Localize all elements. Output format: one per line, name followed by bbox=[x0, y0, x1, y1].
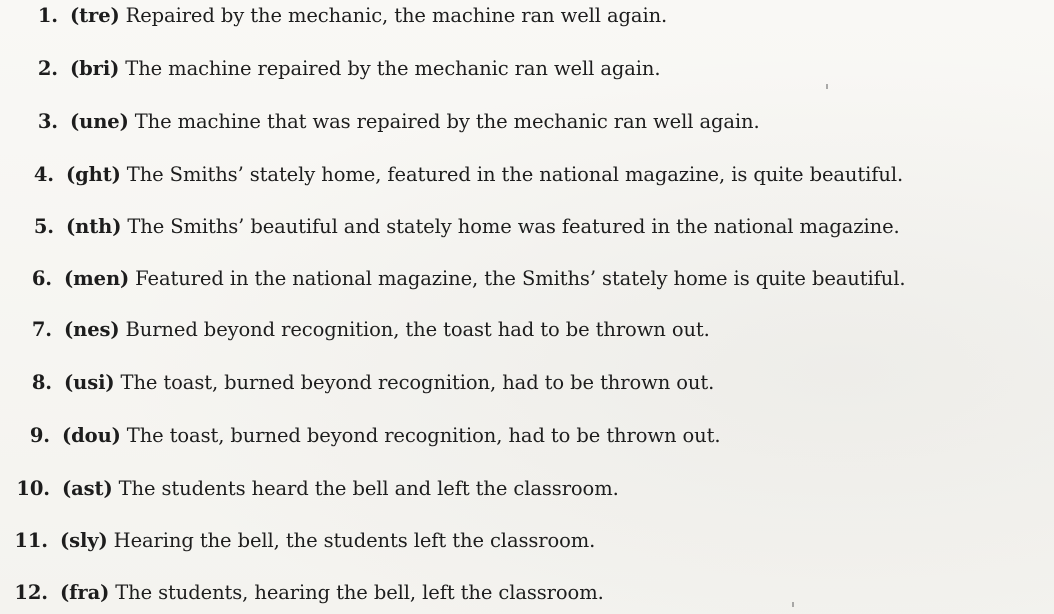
sentence-item bbox=[0, 529, 595, 553]
sentence-number: 4. bbox=[33, 163, 54, 186]
sentence-item bbox=[0, 57, 660, 81]
sentence-number: 3. bbox=[37, 110, 58, 133]
sentence-item bbox=[0, 318, 710, 342]
sentence-item bbox=[0, 477, 619, 501]
sentence-code: (usi) bbox=[64, 371, 115, 394]
sentence-number: 10. bbox=[16, 477, 50, 500]
sentence-text: The toast, burned beyond recognition, had to be thrown out. bbox=[120, 371, 715, 394]
sentence-text: The machine that was repaired by the mechanic ran well again. bbox=[134, 110, 760, 133]
sentence-number: 9. bbox=[29, 424, 50, 447]
sentence-item bbox=[0, 215, 900, 239]
sentence-number: 5. bbox=[33, 215, 54, 238]
sentence-code: (nes) bbox=[64, 318, 120, 341]
sentence-number: 12. bbox=[14, 581, 48, 604]
stray-pencil-mark bbox=[826, 84, 828, 89]
sentence-item bbox=[0, 163, 903, 187]
sentence-text: The students, hearing the bell, left the classroom. bbox=[115, 581, 604, 604]
sentence-item bbox=[0, 4, 667, 28]
sentence-text: The students heard the bell and left the classroom. bbox=[118, 477, 619, 500]
sentence-number: 1. bbox=[37, 4, 58, 27]
sentence-text: The machine repaired by the mechanic ran well again. bbox=[125, 57, 661, 80]
sentence-code: (sly) bbox=[60, 529, 108, 552]
sentence-code: (men) bbox=[64, 267, 130, 290]
sentence-text: The toast, burned beyond recognition, had to be thrown out. bbox=[126, 424, 721, 447]
sentence-number: 7. bbox=[31, 318, 52, 341]
sentence-code: (dou) bbox=[62, 424, 121, 447]
sentence-code: (tre) bbox=[70, 4, 120, 27]
sentence-code: (nth) bbox=[66, 215, 122, 238]
sentence-item bbox=[0, 371, 714, 395]
sentence-item bbox=[0, 110, 760, 134]
sentence-number: 8. bbox=[31, 371, 52, 394]
sentence-item bbox=[0, 424, 720, 448]
sentence-number: 6. bbox=[31, 267, 52, 290]
sentence-item bbox=[0, 581, 604, 605]
sentence-text: Featured in the national magazine, the Smiths’ stately home is quite beautiful. bbox=[135, 267, 906, 290]
sentence-code: (bri) bbox=[70, 57, 120, 80]
sentence-code: (fra) bbox=[60, 581, 110, 604]
sentence-code: (une) bbox=[70, 110, 129, 133]
sentence-text: Hearing the bell, the students left the classroom. bbox=[113, 529, 596, 552]
sentence-number: 2. bbox=[37, 57, 58, 80]
sentence-text: Burned beyond recognition, the toast had to be thrown out. bbox=[125, 318, 710, 341]
sentence-item bbox=[0, 267, 905, 291]
sentence-text: The Smiths’ stately home, featured in the national magazine, is quite beautiful. bbox=[126, 163, 904, 186]
sentence-text: The Smiths’ beautiful and stately home was featured in the national magazine. bbox=[127, 215, 900, 238]
stray-pencil-mark bbox=[792, 602, 794, 607]
sentence-code: (ast) bbox=[62, 477, 113, 500]
sentence-code: (ght) bbox=[66, 163, 121, 186]
sentence-number: 11. bbox=[14, 529, 48, 552]
sentence-text: Repaired by the mechanic, the machine ran well again. bbox=[125, 4, 668, 27]
